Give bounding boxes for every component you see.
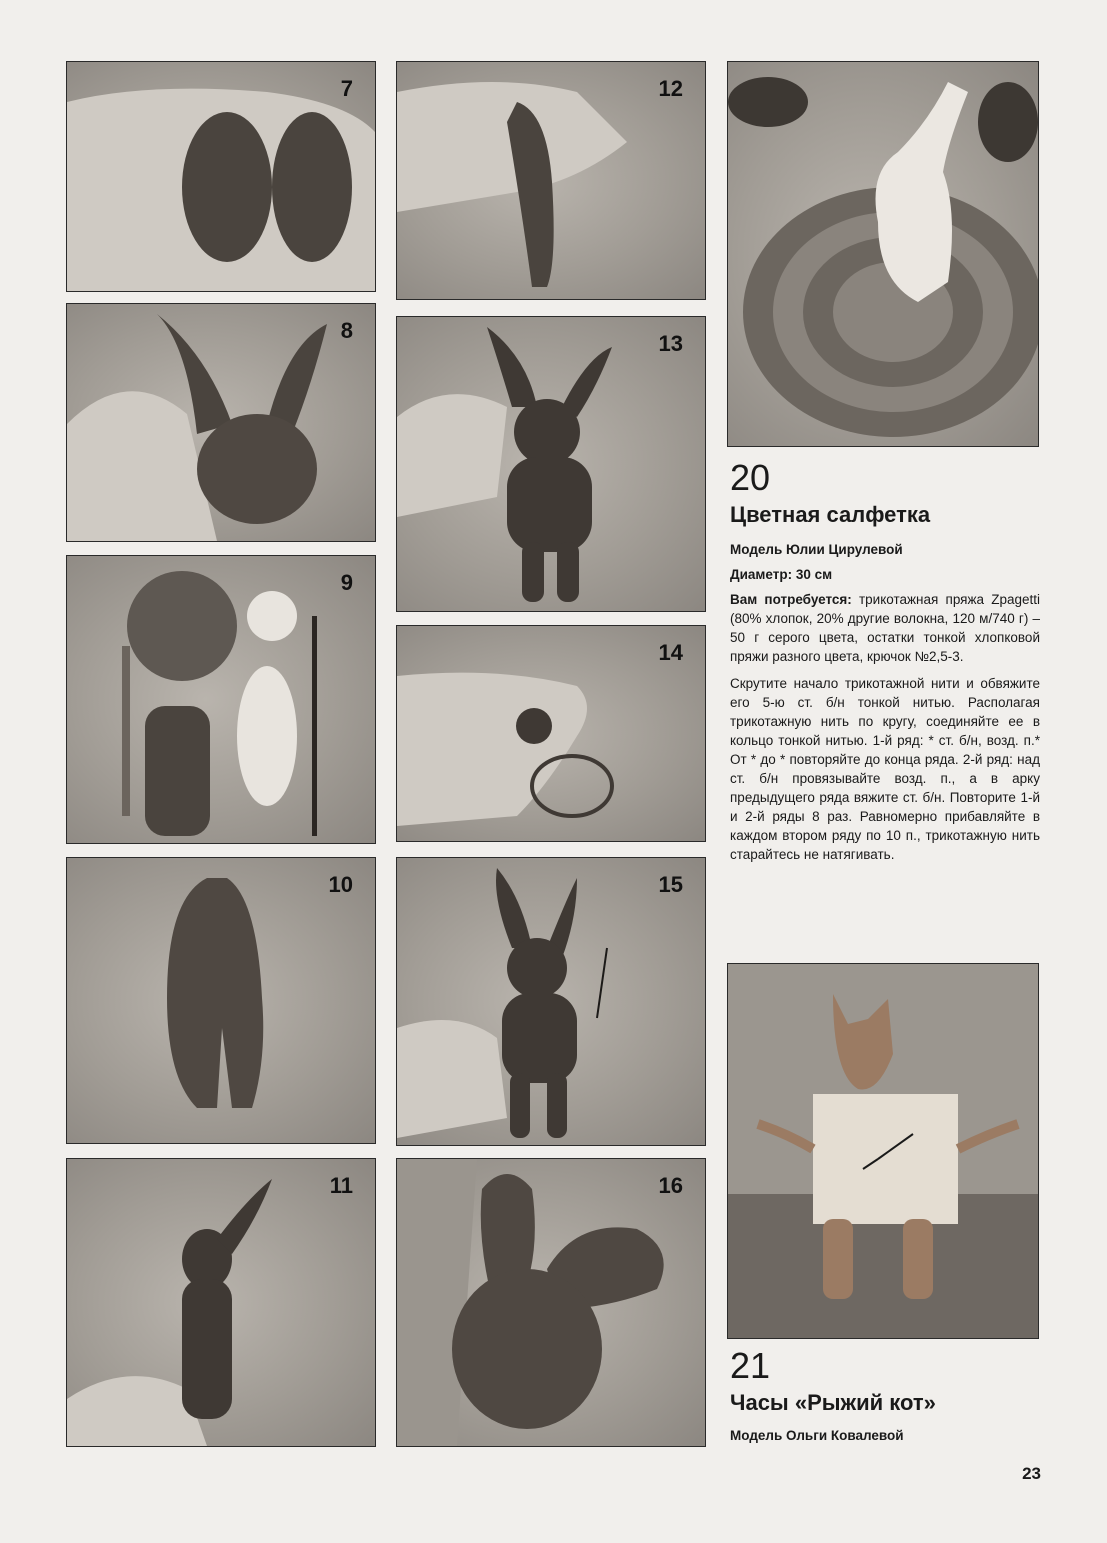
photo-step-15 — [396, 857, 706, 1146]
photo-step-16 — [396, 1158, 706, 1447]
photo-9-image — [67, 556, 375, 843]
photo-step-11 — [66, 1158, 376, 1447]
photo-number: 15 — [658, 872, 683, 897]
photo-7-image — [67, 62, 375, 291]
photo-number: 12 — [658, 76, 683, 101]
photo-cat-clock — [727, 963, 1039, 1339]
photo-13-image — [397, 317, 705, 611]
cat-clock-image — [728, 964, 1038, 1338]
photo-number: 16 — [658, 1173, 683, 1198]
article-number: 21 — [730, 1345, 771, 1386]
napkin-image — [728, 62, 1038, 446]
photo-10-image — [67, 858, 375, 1143]
materials-label: Вам потребуется: — [730, 592, 852, 607]
photo-15-image — [397, 858, 705, 1145]
article-title: Цветная салфетка — [730, 502, 931, 527]
article-title: Часы «Рыжий кот» — [730, 1390, 936, 1415]
photo-number: 14 — [658, 640, 683, 665]
photo-step-9 — [66, 555, 376, 844]
materials-paragraph — [730, 590, 1040, 666]
article-21 — [730, 1345, 1040, 1443]
article-20 — [730, 457, 1040, 864]
photo-step-13 — [396, 316, 706, 612]
photo-step-8 — [66, 303, 376, 542]
photo-number: 9 — [340, 570, 353, 595]
photo-napkin — [727, 61, 1039, 447]
photo-step-10 — [66, 857, 376, 1144]
photo-number: 7 — [340, 76, 353, 101]
article-model: Модель Юлии Цирулевой — [730, 542, 903, 557]
instructions-paragraph: Скрутите начало трикотажной нити и обвяжите его 5-ю ст. б/н тонкой нитью. Располагая трикотажную нить по кругу, соединяйте ее в кольцо тонкой нитью. 1-й ряд: * ст. б/н, возд. п.* От * до * повторяйте до конца ряда. 2-й ряд: над ст. б/н провязывайте возд. п., а в арку предыдущего ряда вяжите ст. б/н. Повторите 1-й и 2-й ряды 8 раз. Равномерно прибавляйте в каждом втором ряду по 10 п., трикотажную нить старайтесь не натягивать. — [730, 676, 1040, 862]
photo-step-7 — [66, 61, 376, 292]
photo-step-12 — [396, 61, 706, 300]
article-number: 20 — [730, 457, 771, 498]
photo-number: 13 — [658, 331, 683, 356]
photo-8-image — [67, 304, 375, 541]
page-number: 23 — [1022, 1464, 1041, 1483]
photo-number: 10 — [328, 872, 353, 897]
photo-step-14 — [396, 625, 706, 842]
photo-16-image — [397, 1159, 705, 1446]
article-diameter: Диаметр: 30 см — [730, 567, 833, 582]
article-model: Модель Ольги Ковалевой — [730, 1428, 904, 1443]
materials-text: трикотажная пряжа Zpagetti (80% хлопок, 20% другие волокна, 120 м/740 г) – 50 г серого цвета, остатки тонкой хлопковой пряжи разного цвета, крючок №2,5-3. — [730, 592, 1040, 664]
photo-11-image — [67, 1159, 375, 1446]
photo-number: 11 — [329, 1173, 353, 1198]
photo-number: 8 — [340, 318, 353, 343]
